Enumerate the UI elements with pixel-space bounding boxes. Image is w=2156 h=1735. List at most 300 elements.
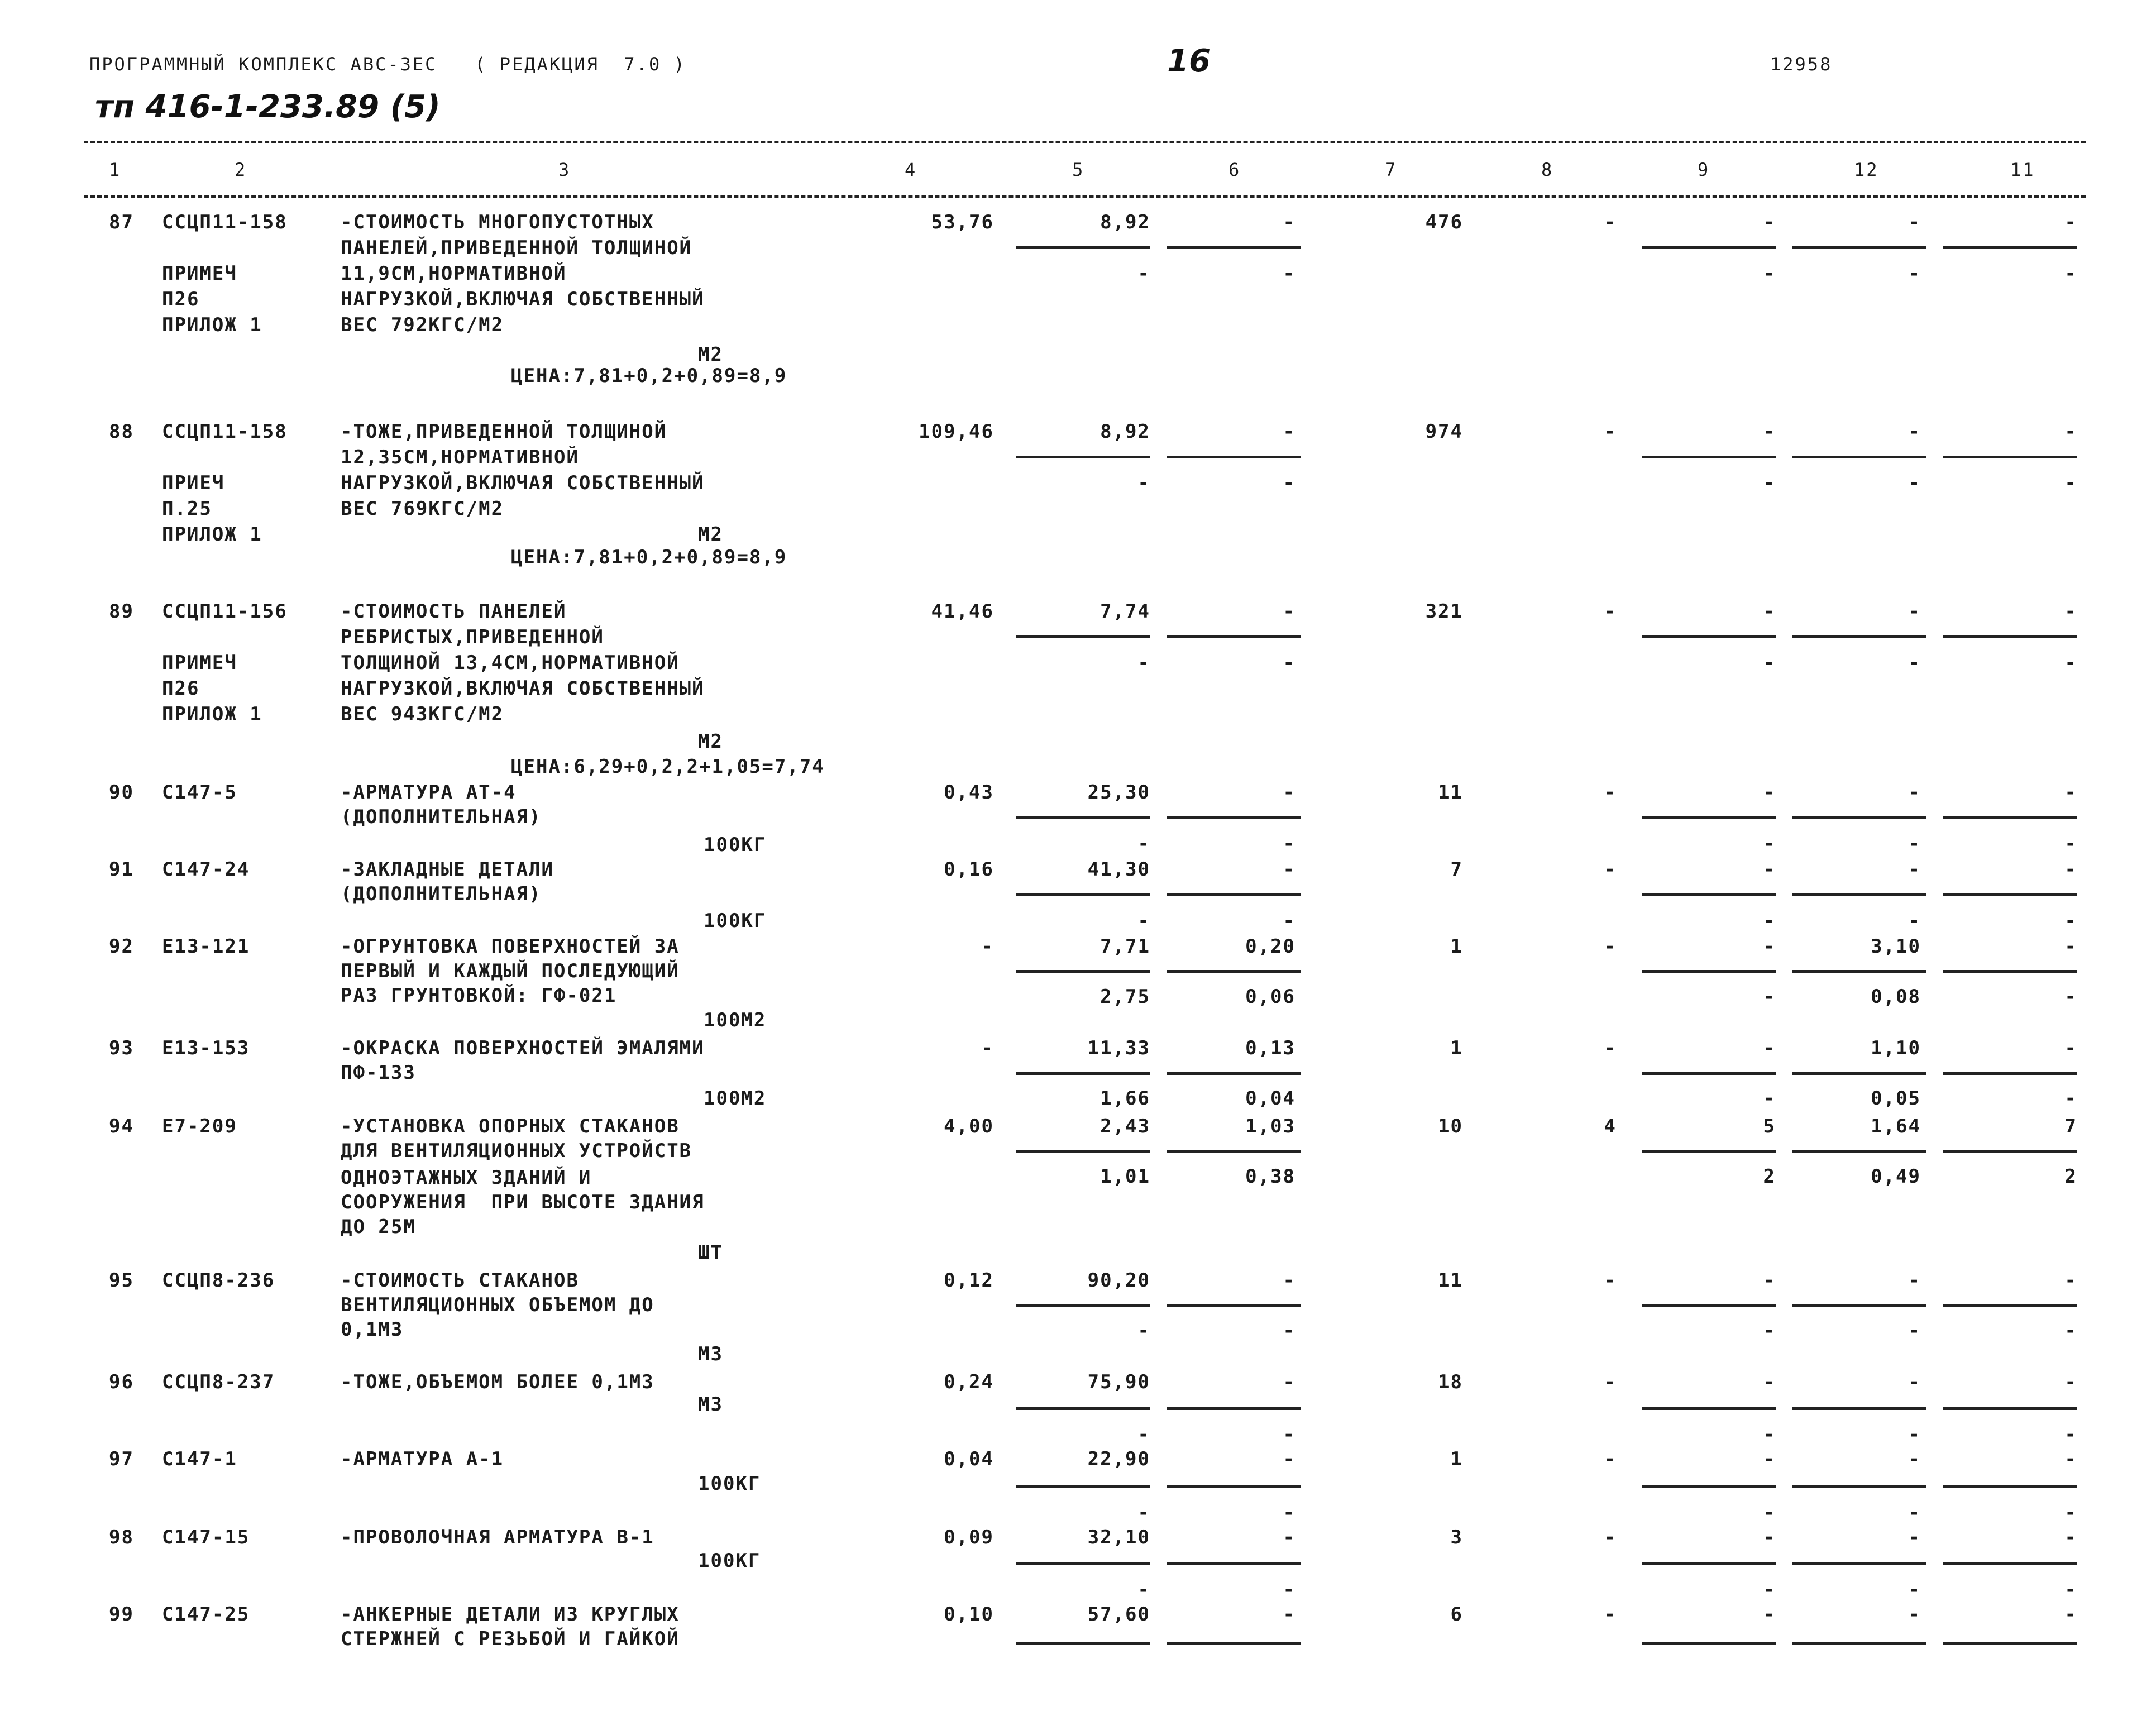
row-92-description: -ОГРУНТОВКА ПОВЕРХНОСТЕЙ ЗА	[341, 935, 680, 958]
row-90-underline	[1016, 816, 1150, 819]
row-89-note: ПРИЛОЖ 1	[162, 703, 262, 725]
row-87-col12: -	[1908, 211, 1921, 233]
row-89-price-note: ЦЕНА:6,29+0,2,2+1,05=7,74	[511, 756, 825, 778]
row-95-underline	[1167, 1304, 1301, 1307]
row-97-col9-sub: -	[1763, 1502, 1776, 1524]
row-91-col6-sub: -	[1283, 910, 1295, 932]
row-88-col11: -	[2064, 420, 2077, 443]
row-99-code: С147-25	[162, 1603, 250, 1626]
row-89-col11: -	[2064, 600, 2077, 623]
row-91-col5-sub: -	[1137, 910, 1150, 932]
row-93-underline	[1167, 1072, 1301, 1075]
row-89-note: ПРИМЕЧ	[162, 652, 237, 674]
row-88-col6-sub: -	[1283, 472, 1295, 494]
row-88-note: П.25	[162, 498, 212, 520]
row-87-note: П26	[162, 288, 200, 310]
row-94-description: ДО 25М	[341, 1216, 416, 1238]
row-94-underline	[1792, 1150, 1926, 1153]
column-header-9: 9	[1698, 159, 1710, 180]
row-93-col11-sub: -	[2064, 1087, 2077, 1110]
row-96-col11-sub: -	[2064, 1423, 2077, 1446]
row-87-col7: 476	[1425, 211, 1463, 233]
row-88-description: -ТОЖЕ,ПРИВЕДЕННОЙ ТОЛЩИНОЙ	[341, 420, 667, 443]
row-98-col4: 0,09	[944, 1526, 994, 1548]
row-94-col6-sub: 0,38	[1245, 1165, 1295, 1188]
row-90-unit: 100КГ	[704, 834, 767, 856]
row-87-price-note: ЦЕНА:7,81+0,2+0,89=8,9	[511, 365, 787, 387]
row-97-col4: 0,04	[944, 1448, 994, 1470]
row-99-col8: -	[1604, 1603, 1617, 1626]
row-88-col7: 974	[1425, 420, 1463, 443]
row-88-col9: -	[1763, 420, 1776, 443]
row-96-col9-sub: -	[1763, 1423, 1776, 1446]
row-89-col9: -	[1763, 600, 1776, 623]
row-97-col6: -	[1283, 1448, 1295, 1470]
row-95-underline	[1016, 1304, 1150, 1307]
row-98-col7: 3	[1450, 1526, 1463, 1548]
row-90-col4: 0,43	[944, 781, 994, 804]
row-96-number: 96	[109, 1371, 134, 1393]
row-88-underline	[1642, 456, 1776, 458]
row-94-col11: 7	[2064, 1115, 2077, 1137]
row-91-col4: 0,16	[944, 858, 994, 881]
row-98-unit: 100КГ	[698, 1550, 761, 1572]
row-92-underline	[1016, 970, 1150, 973]
row-95-col11-sub: -	[2064, 1320, 2077, 1342]
row-91-unit: 100КГ	[704, 910, 767, 932]
row-91-col9-sub: -	[1763, 910, 1776, 932]
row-94-col9: 5	[1763, 1115, 1776, 1137]
row-95-col9-sub: -	[1763, 1320, 1776, 1342]
row-94-col9-sub: 2	[1763, 1165, 1776, 1188]
row-96-col5: 75,90	[1087, 1371, 1150, 1393]
row-92-col6-sub: 0,06	[1245, 986, 1295, 1008]
row-93-description: ПФ-133	[341, 1062, 416, 1084]
row-98-number: 98	[109, 1526, 134, 1548]
row-90-underline	[1943, 816, 2077, 819]
row-93-code: Е13-153	[162, 1037, 250, 1059]
row-87-underline	[1642, 246, 1776, 249]
row-95-underline	[1792, 1304, 1926, 1307]
row-93-number: 93	[109, 1037, 134, 1059]
row-98-col6-sub: -	[1283, 1579, 1295, 1601]
row-88-description: НАГРУЗКОЙ,ВКЛЮЧАЯ СОБСТВЕННЫЙ	[341, 472, 705, 494]
row-88-code: ССЦП11-158	[162, 420, 288, 443]
row-91-underline	[1792, 893, 1926, 896]
row-95-description: ВЕНТИЛЯЦИОННЫХ ОБЪЕМОМ ДО	[341, 1294, 654, 1316]
row-97-col5-sub: -	[1137, 1502, 1150, 1524]
row-98-col9-sub: -	[1763, 1579, 1776, 1601]
row-99-number: 99	[109, 1603, 134, 1626]
row-93-col9-sub: -	[1763, 1087, 1776, 1110]
row-99-col11: -	[2064, 1603, 2077, 1626]
row-94-col12-sub: 0,49	[1871, 1165, 1921, 1188]
row-97-code: С147-1	[162, 1448, 237, 1470]
row-96-description: -ТОЖЕ,ОБЪЕМОМ БОЛЕЕ 0,1М3	[341, 1371, 654, 1393]
row-90-code: С147-5	[162, 781, 237, 804]
row-93-col5-sub: 1,66	[1100, 1087, 1150, 1110]
row-88-note: ПРИЛОЖ 1	[162, 523, 262, 546]
row-92-col6: 0,20	[1245, 935, 1295, 958]
row-99-underline	[1943, 1642, 2077, 1645]
row-87-code: ССЦП11-158	[162, 211, 288, 233]
row-94-description: СООРУЖЕНИЯ ПРИ ВЫСОТЕ ЗДАНИЯ	[341, 1191, 705, 1213]
row-91-description: (ДОПОЛНИТЕЛЬНАЯ)	[341, 883, 542, 905]
row-87-col6-sub: -	[1283, 262, 1295, 285]
row-91-col7: 7	[1450, 858, 1463, 881]
row-88-note: ПРИЕЧ	[162, 472, 225, 494]
row-89-col5: 7,74	[1100, 600, 1150, 623]
row-97-col11: -	[2064, 1448, 2077, 1470]
row-90-number: 90	[109, 781, 134, 804]
row-89-underline	[1642, 635, 1776, 638]
row-95-number: 95	[109, 1269, 134, 1292]
row-87-number: 87	[109, 211, 134, 233]
row-99-col6: -	[1283, 1603, 1295, 1626]
row-90-underline	[1642, 816, 1776, 819]
row-99-underline	[1016, 1642, 1150, 1645]
column-header-6: 6	[1228, 159, 1241, 180]
row-97-col12-sub: -	[1908, 1502, 1921, 1524]
row-96-underline	[1167, 1407, 1301, 1410]
row-88-underline	[1016, 456, 1150, 458]
row-87-underline	[1792, 246, 1926, 249]
row-88-col6: -	[1283, 420, 1295, 443]
row-89-col4: 41,46	[931, 600, 994, 623]
row-95-description: 0,1М3	[341, 1318, 404, 1341]
row-92-col8: -	[1604, 935, 1617, 958]
row-94-underline	[1943, 1150, 2077, 1153]
row-94-col6: 1,03	[1245, 1115, 1295, 1137]
row-88-number: 88	[109, 420, 134, 443]
row-87-description: ПАНЕЛЕЙ,ПРИВЕДЕННОЙ ТОЛЩИНОЙ	[341, 237, 692, 259]
row-89-underline	[1943, 635, 2077, 638]
row-95-col9: -	[1763, 1269, 1776, 1292]
row-90-col9-sub: -	[1763, 833, 1776, 855]
row-92-number: 92	[109, 935, 134, 958]
row-96-underline	[1792, 1407, 1926, 1410]
row-98-col12-sub: -	[1908, 1579, 1921, 1601]
row-97-description: -АРМАТУРА А-1	[341, 1448, 504, 1470]
row-96-col6: -	[1283, 1371, 1295, 1393]
row-95-unit: М3	[698, 1343, 723, 1365]
row-92-unit: 100М2	[704, 1009, 767, 1031]
row-97-col9: -	[1763, 1448, 1776, 1470]
row-91-col5: 41,30	[1087, 858, 1150, 881]
row-97-col8: -	[1604, 1448, 1617, 1470]
row-94-col12: 1,64	[1871, 1115, 1921, 1137]
row-99-description: СТЕРЖНЕЙ С РЕЗЬБОЙ И ГАЙКОЙ	[341, 1628, 680, 1650]
row-97-underline	[1792, 1485, 1926, 1488]
row-88-unit: М2	[698, 523, 723, 546]
row-94-description: -УСТАНОВКА ОПОРНЫХ СТАКАНОВ	[341, 1115, 680, 1137]
row-87-col11: -	[2064, 211, 2077, 233]
row-95-col11: -	[2064, 1269, 2077, 1292]
row-96-col6-sub: -	[1283, 1423, 1295, 1446]
row-91-underline	[1642, 893, 1776, 896]
row-87-underline	[1943, 246, 2077, 249]
row-87-note: ПРИМЕЧ	[162, 262, 237, 285]
row-99-col9: -	[1763, 1603, 1776, 1626]
row-96-col11: -	[2064, 1371, 2077, 1393]
row-91-description: -ЗАКЛАДНЫЕ ДЕТАЛИ	[341, 858, 554, 881]
row-89-col5-sub: -	[1137, 652, 1150, 674]
row-98-description: -ПРОВОЛОЧНАЯ АРМАТУРА В-1	[341, 1526, 654, 1548]
row-95-description: -СТОИМОСТЬ СТАКАНОВ	[341, 1269, 579, 1292]
row-97-number: 97	[109, 1448, 134, 1470]
row-89-description: ВЕС 943КГС/М2	[341, 703, 504, 725]
row-87-col5: 8,92	[1100, 211, 1150, 233]
row-91-col11: -	[2064, 858, 2077, 881]
row-92-col9: -	[1763, 935, 1776, 958]
page-number: 16	[1167, 43, 1211, 79]
program-header: ПРОГРАММНЫЙ КОМПЛЕКС АВС-ЗЕС ( РЕДАКЦИЯ 7.0 )	[89, 54, 686, 75]
row-95-underline	[1943, 1304, 2077, 1307]
row-93-col5: 11,33	[1087, 1037, 1150, 1059]
row-95-col5: 90,20	[1087, 1269, 1150, 1292]
row-88-col4: 109,46	[919, 420, 994, 443]
row-96-col5-sub: -	[1137, 1423, 1150, 1446]
row-93-col6-sub: 0,04	[1245, 1087, 1295, 1110]
row-98-underline	[1167, 1562, 1301, 1565]
row-97-col12: -	[1908, 1448, 1921, 1470]
row-88-description: 12,35СМ,НОРМАТИВНОЙ	[341, 446, 579, 469]
column-header-11: 11	[2010, 159, 2035, 180]
row-98-col6: -	[1283, 1526, 1295, 1548]
row-97-underline	[1167, 1485, 1301, 1488]
row-96-col12-sub: -	[1908, 1423, 1921, 1446]
row-99-col12: -	[1908, 1603, 1921, 1626]
row-95-col4: 0,12	[944, 1269, 994, 1292]
row-90-col11: -	[2064, 781, 2077, 804]
row-89-col9-sub: -	[1763, 652, 1776, 674]
row-89-number: 89	[109, 600, 134, 623]
row-87-description: 11,9СМ,НОРМАТИВНОЙ	[341, 262, 567, 285]
row-90-col11-sub: -	[2064, 833, 2077, 855]
row-94-col11-sub: 2	[2064, 1165, 2077, 1188]
row-94-description: ОДНОЭТАЖНЫХ ЗДАНИЙ И	[341, 1167, 592, 1189]
row-93-col12: 1,10	[1871, 1037, 1921, 1059]
row-98-col9: -	[1763, 1526, 1776, 1548]
row-94-underline	[1642, 1150, 1776, 1153]
row-91-number: 91	[109, 858, 134, 881]
row-96-code: ССЦП8-237	[162, 1371, 275, 1393]
row-87-underline	[1016, 246, 1150, 249]
row-94-col8: 4	[1604, 1115, 1617, 1137]
row-88-col5: 8,92	[1100, 420, 1150, 443]
row-96-unit: М3	[698, 1393, 723, 1416]
row-92-col12: 3,10	[1871, 935, 1921, 958]
row-98-underline	[1792, 1562, 1926, 1565]
row-89-col6-sub: -	[1283, 652, 1295, 674]
row-91-underline	[1016, 893, 1150, 896]
column-header-4: 4	[905, 159, 917, 180]
row-87-col6: -	[1283, 211, 1295, 233]
row-88-col5-sub: -	[1137, 472, 1150, 494]
row-87-note: ПРИЛОЖ 1	[162, 314, 262, 336]
column-header-3: 3	[558, 159, 571, 180]
row-90-description: (ДОПОЛНИТЕЛЬНАЯ)	[341, 806, 542, 828]
row-92-underline	[1167, 970, 1301, 973]
row-91-underline	[1167, 893, 1301, 896]
row-98-col12: -	[1908, 1526, 1921, 1548]
row-96-underline	[1016, 1407, 1150, 1410]
row-92-col4: -	[981, 935, 994, 958]
row-98-underline	[1943, 1562, 2077, 1565]
row-89-underline	[1167, 635, 1301, 638]
row-95-col6: -	[1283, 1269, 1295, 1292]
row-90-col6-sub: -	[1283, 833, 1295, 855]
row-98-underline	[1016, 1562, 1150, 1565]
row-89-description: НАГРУЗКОЙ,ВКЛЮЧАЯ СОБСТВЕННЫЙ	[341, 677, 705, 700]
row-97-underline	[1943, 1485, 2077, 1488]
row-90-col7: 11	[1438, 781, 1463, 804]
row-92-col5: 7,71	[1100, 935, 1150, 958]
row-95-col8: -	[1604, 1269, 1617, 1292]
row-87-description: НАГРУЗКОЙ,ВКЛЮЧАЯ СОБСТВЕННЫЙ	[341, 288, 705, 310]
row-87-unit: М2	[698, 343, 723, 366]
row-95-col12: -	[1908, 1269, 1921, 1292]
row-87-col9: -	[1763, 211, 1776, 233]
row-91-col9: -	[1763, 858, 1776, 881]
row-98-col11: -	[2064, 1526, 2077, 1548]
row-88-price-note: ЦЕНА:7,81+0,2+0,89=8,9	[511, 546, 787, 568]
row-94-col4: 4,00	[944, 1115, 994, 1137]
row-92-underline	[1642, 970, 1776, 973]
row-88-underline	[1792, 456, 1926, 458]
column-header-5: 5	[1072, 159, 1085, 180]
row-99-underline	[1792, 1642, 1926, 1645]
row-97-col5: 22,90	[1087, 1448, 1150, 1470]
row-98-col5-sub: -	[1137, 1579, 1150, 1601]
row-92-col11-sub: -	[2064, 986, 2077, 1008]
row-97-col7: 1	[1450, 1448, 1463, 1470]
row-88-col12-sub: -	[1908, 472, 1921, 494]
row-89-unit: М2	[698, 730, 723, 753]
row-88-col9-sub: -	[1763, 472, 1776, 494]
row-93-unit: 100М2	[704, 1087, 767, 1110]
row-93-col4: -	[981, 1037, 994, 1059]
row-99-description: -АНКЕРНЫЕ ДЕТАЛИ ИЗ КРУГЛЫХ	[341, 1603, 680, 1626]
row-95-col7: 11	[1438, 1269, 1463, 1292]
row-98-col5: 32,10	[1087, 1526, 1150, 1548]
row-89-col8: -	[1604, 600, 1617, 623]
row-92-col11: -	[2064, 935, 2077, 958]
row-96-underline	[1943, 1407, 2077, 1410]
row-93-col7: 1	[1450, 1037, 1463, 1059]
row-94-col5-sub: 1,01	[1100, 1165, 1150, 1188]
row-91-code: С147-24	[162, 858, 250, 881]
row-95-col12-sub: -	[1908, 1320, 1921, 1342]
row-91-col6: -	[1283, 858, 1295, 881]
row-90-col8: -	[1604, 781, 1617, 804]
row-88-underline	[1943, 456, 2077, 458]
row-89-col6: -	[1283, 600, 1295, 623]
row-96-col9: -	[1763, 1371, 1776, 1393]
row-97-unit: 100КГ	[698, 1473, 761, 1495]
row-95-col6-sub: -	[1283, 1320, 1295, 1342]
row-93-underline	[1016, 1072, 1150, 1075]
row-96-col8: -	[1604, 1371, 1617, 1393]
row-97-col6-sub: -	[1283, 1502, 1295, 1524]
row-96-col7: 18	[1438, 1371, 1463, 1393]
row-87-col4: 53,76	[931, 211, 994, 233]
row-93-col11: -	[2064, 1037, 2077, 1059]
row-88-underline	[1167, 456, 1301, 458]
row-89-note: П26	[162, 677, 200, 700]
row-93-col9: -	[1763, 1037, 1776, 1059]
row-96-col4: 0,24	[944, 1371, 994, 1393]
row-87-col5-sub: -	[1137, 262, 1150, 285]
row-98-col11-sub: -	[2064, 1579, 2077, 1601]
row-88-col8: -	[1604, 420, 1617, 443]
row-93-col6: 0,13	[1245, 1037, 1295, 1059]
row-90-col12: -	[1908, 781, 1921, 804]
row-87-description: -СТОИМОСТЬ МНОГОПУСТОТНЫХ	[341, 211, 654, 233]
row-87-col12-sub: -	[1908, 262, 1921, 285]
row-94-underline	[1167, 1150, 1301, 1153]
row-94-code: Е7-209	[162, 1115, 237, 1137]
row-87-col9-sub: -	[1763, 262, 1776, 285]
row-93-col8: -	[1604, 1037, 1617, 1059]
row-93-underline	[1943, 1072, 2077, 1075]
row-94-underline	[1016, 1150, 1150, 1153]
row-89-underline	[1016, 635, 1150, 638]
row-94-col7: 10	[1438, 1115, 1463, 1137]
row-99-col4: 0,10	[944, 1603, 994, 1626]
row-93-underline	[1792, 1072, 1926, 1075]
row-95-underline	[1642, 1304, 1776, 1307]
row-99-col7: 6	[1450, 1603, 1463, 1626]
row-92-col5-sub: 2,75	[1100, 986, 1150, 1008]
row-87-col11-sub: -	[2064, 262, 2077, 285]
row-91-col8: -	[1604, 858, 1617, 881]
column-header-1: 1	[109, 159, 122, 180]
column-header-8: 8	[1541, 159, 1554, 180]
row-89-col11-sub: -	[2064, 652, 2077, 674]
row-95-code: ССЦП8-236	[162, 1269, 275, 1292]
row-90-description: -АРМАТУРА АТ-4	[341, 781, 517, 804]
row-87-col8: -	[1604, 211, 1617, 233]
row-90-col6: -	[1283, 781, 1295, 804]
row-98-code: С147-15	[162, 1526, 250, 1548]
row-87-underline	[1167, 246, 1301, 249]
row-97-underline	[1016, 1485, 1150, 1488]
row-90-col9: -	[1763, 781, 1776, 804]
row-97-underline	[1642, 1485, 1776, 1488]
row-99-underline	[1167, 1642, 1301, 1645]
header-rule-top	[84, 141, 2086, 143]
row-89-description: РЕБРИСТЫХ,ПРИВЕДЕННОЙ	[341, 626, 604, 648]
row-97-col11-sub: -	[2064, 1502, 2077, 1524]
row-92-underline	[1943, 970, 2077, 973]
column-header-2: 2	[235, 159, 247, 180]
row-99-underline	[1642, 1642, 1776, 1645]
row-94-col5: 2,43	[1100, 1115, 1150, 1137]
row-89-description: -СТОИМОСТЬ ПАНЕЛЕЙ	[341, 600, 567, 623]
row-93-description: -ОКРАСКА ПОВЕРХНОСТЕЙ ЭМАЛЯМИ	[341, 1037, 705, 1059]
row-99-col5: 57,60	[1087, 1603, 1150, 1626]
column-header-12: 12	[1854, 159, 1879, 180]
row-90-underline	[1167, 816, 1301, 819]
row-92-description: ПЕРВЫЙ И КАЖДЫЙ ПОСЛЕДУЮЩИЙ	[341, 960, 680, 982]
row-94-description: ДЛЯ ВЕНТИЛЯЦИОННЫХ УСТРОЙСТВ	[341, 1140, 692, 1162]
row-88-col11-sub: -	[2064, 472, 2077, 494]
project-code: тп 416-1-233.89 (5)	[95, 89, 441, 125]
row-94-number: 94	[109, 1115, 134, 1137]
row-93-col12-sub: 0,05	[1871, 1087, 1921, 1110]
row-93-underline	[1642, 1072, 1776, 1075]
